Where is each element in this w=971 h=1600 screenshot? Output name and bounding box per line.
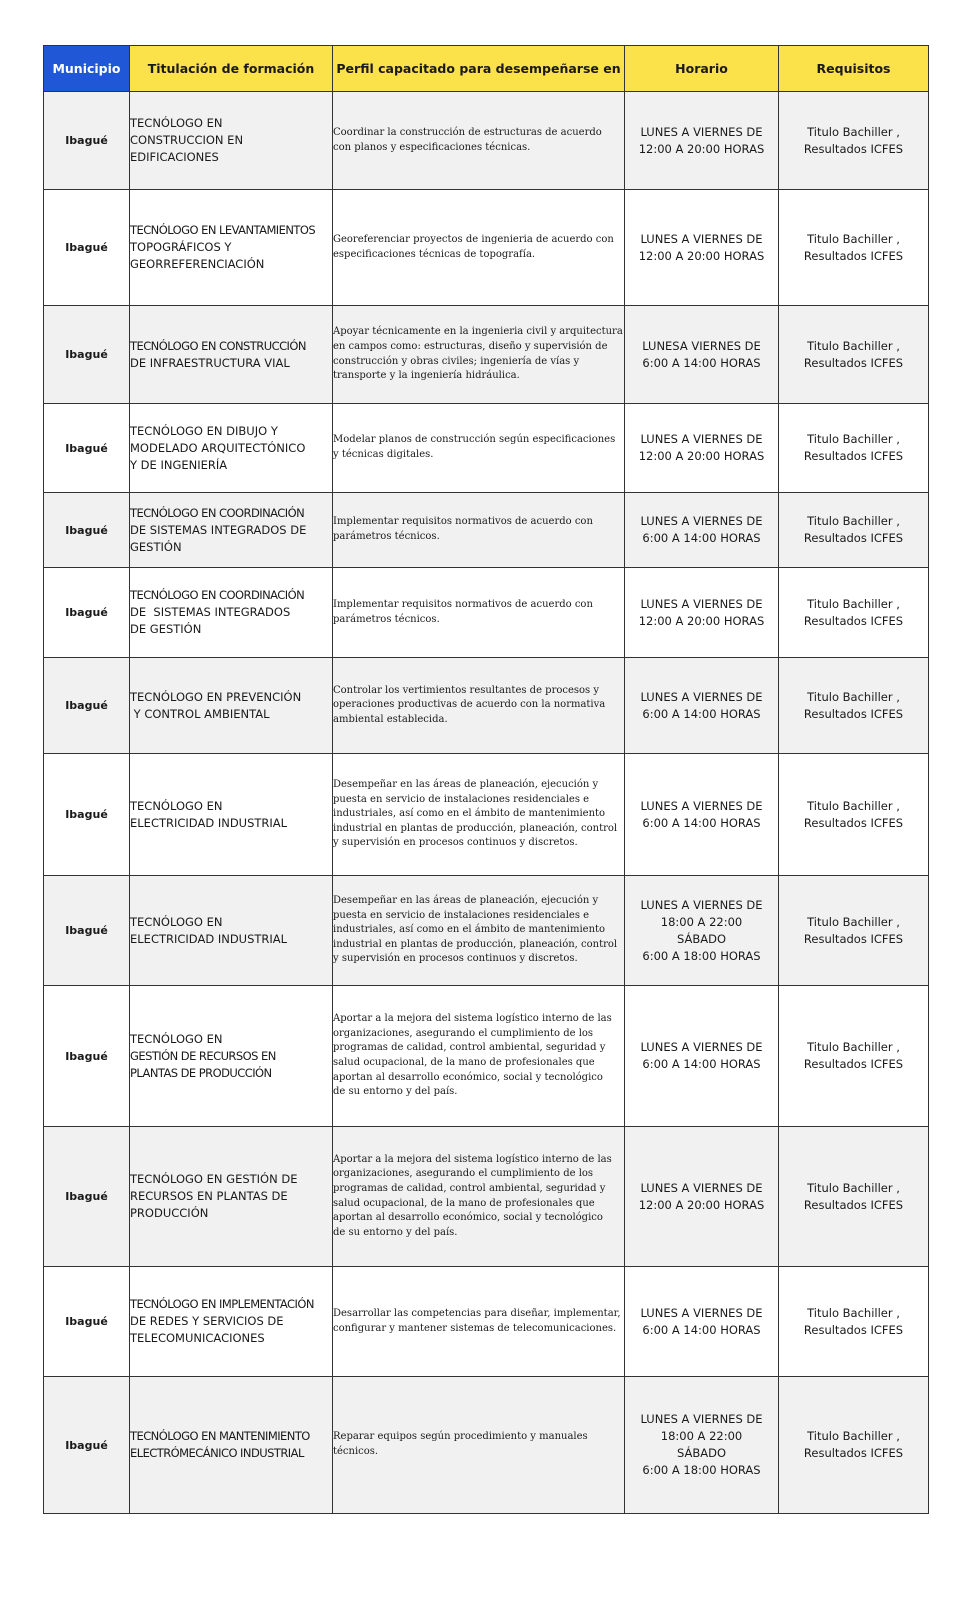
cell-municipio: Ibagué [44,92,130,190]
titulacion-line: TECNÓLOGO EN COORDINACIÓN [130,505,305,520]
table-row [44,754,929,876]
perfil-text: Apoyar técnicamente en la ingenieria civil y arquitectura en campos como: estructuras, diseño y supervisión de construcción y obras civiles; ingeniería de vías y transporte y la ingeniería hidráulica. [333,326,623,382]
cell-municipio: Ibagué [44,568,130,658]
horario-line: 6:00 A 18:00 HORAS [642,948,761,963]
cell-requisitos [779,1377,929,1514]
horario-line: LUNESA VIERNES DE [642,338,761,353]
titulacion-line: CONSTRUCCION EN [130,133,244,147]
titulacion-line: TECNÓLOGO EN CONSTRUCCIÓN [130,338,306,353]
horario-line: LUNES A VIERNES DE [640,231,763,246]
cell-municipio: Ibagué [44,1377,130,1514]
perfil-text: Georeferenciar proyectos de ingenieria de acuerdo con especificaciones técnicas de topografía. [333,233,614,260]
header-horario: Horario [625,46,779,92]
cell-municipio: Ibagué [44,986,130,1127]
cell-requisitos [779,493,929,568]
horario-line: LUNES A VIERNES DE [640,514,763,528]
horario-line: LUNES A VIERNES DE [640,689,763,704]
requisitos-line: Titulo Bachiller , [807,914,900,929]
horario-line: LUNES A VIERNES DE [640,897,763,912]
requisitos-line: Resultados ICFES [803,706,904,721]
titulacion-line: GEORREFERENCIACIÓN [130,257,265,271]
cell-horario [625,493,779,568]
requisitos-line: Titulo Bachiller , [807,1180,900,1195]
cell-horario [625,92,779,190]
cell-horario [625,568,779,658]
horario-line: 6:00 A 14:00 HORAS [642,815,761,830]
cell-titulacion [130,568,333,658]
cell-horario [625,1127,779,1267]
cell-titulacion [130,190,333,306]
perfil-text: Reparar equipos según procedimiento y manuales técnicos. [333,1431,588,1457]
titulacion-line: ELECTRICIDAD INDUSTRIAL [130,931,288,946]
titulacion-line: Y CONTROL AMBIENTAL [130,706,270,721]
cell-requisitos [779,754,929,876]
requisitos-line: Titulo Bachiller , [807,338,900,353]
requisitos-line: Titulo Bachiller , [807,1305,900,1320]
cell-horario [625,306,779,404]
cell-horario [625,754,779,876]
cell-municipio: Ibagué [44,493,130,568]
cell-perfil [333,658,625,754]
programs-table [43,45,929,1514]
perfil-text: Aportar a la mejora del sistema logístico interno de las organizaciones, asegurando el cumplimiento de los programas de calidad, control ambiental, seguridad y salud ocupacional, de la mano de profesionales que aportan al desarrollo económico, social y tecnológico de su entorno y del país. [333,1013,612,1098]
titulacion-line: TECNÓLOGO EN [130,914,223,929]
titulacion-line: TECNÓLOGO EN GESTIÓN DE [130,1172,298,1186]
titulacion-line: DE INFRAESTRUCTURA VIAL [130,355,290,370]
cell-requisitos [779,190,929,306]
horario-line: 12:00 A 20:00 HORAS [638,248,765,263]
horario-line: 6:00 A 14:00 HORAS [642,1322,761,1337]
perfil-text: Implementar requisitos normativos de acuerdo con parámetros técnicos. [333,598,593,625]
cell-titulacion [130,404,333,493]
table-row [44,1377,929,1514]
titulacion-line: TECNÓLOGO EN LEVANTAMIENTOS [130,223,316,237]
table-row [44,190,929,306]
table-row [44,493,929,568]
horario-line: 12:00 A 20:00 HORAS [638,141,765,156]
titulacion-line: EDIFICACIONES [130,150,219,164]
cell-titulacion [130,1127,333,1267]
requisitos-line: Resultados ICFES [803,1446,904,1460]
table-row [44,568,929,658]
header-row [44,46,929,92]
requisitos-line: Resultados ICFES [803,931,904,946]
cell-horario [625,658,779,754]
perfil-text: Aportar a la mejora del sistema logístico interno de las organizaciones, asegurando el cumplimiento de los programas de calidad, control ambiental, seguridad y salud ocupacional, de la mano de profesionales que aportan al desarrollo económico, social y tecnológico de su entorno y del país. [333,1153,612,1238]
titulacion-line: TECNÓLOGO EN [130,116,223,130]
cell-titulacion [130,658,333,754]
requisitos-line: Resultados ICFES [803,1322,904,1337]
cell-perfil [333,190,625,306]
perfil-text: Modelar planos de construcción según especificaciones y técnicas digitales. [333,434,616,460]
titulacion-line: DE SISTEMAS INTEGRADOS [130,605,291,619]
requisitos-line: Titulo Bachiller , [807,124,900,139]
horario-line: LUNES A VIERNES DE [640,1040,763,1054]
titulacion-line: TELECOMUNICACIONES [130,1331,265,1345]
cell-perfil [333,1127,625,1267]
cell-municipio: Ibagué [44,876,130,986]
titulacion-line: TECNÓLOGO EN PREVENCIÓN [130,689,302,704]
perfil-text: Desarrollar las competencias para diseñar, implementar, configurar y mantener sistemas de telecomunicaciones. [333,1307,621,1334]
titulacion-line: ELECTRICIDAD INDUSTRIAL [130,815,288,830]
perfil-text: Implementar requisitos normativos de acuerdo con parámetros técnicos. [333,516,593,542]
titulacion-line: TECNÓLOGO EN [130,1031,223,1046]
horario-line: 6:00 A 14:00 HORAS [642,355,761,370]
cell-municipio: Ibagué [44,190,130,306]
cell-titulacion [130,92,333,190]
titulacion-line: DE GESTIÓN [130,622,202,636]
titulacion-line: PLANTAS DE PRODUCCIÓN [130,1065,272,1080]
titulacion-line: TECNÓLOGO EN IMPLEMENTACIÓN [130,1297,314,1311]
cell-municipio: Ibagué [44,306,130,404]
cell-titulacion [130,876,333,986]
table-row [44,306,929,404]
requisitos-line: Titulo Bachiller , [807,798,900,813]
horario-line: SÁBADO [676,931,727,946]
requisitos-line: Titulo Bachiller , [807,514,900,528]
titulacion-line: DE SISTEMAS INTEGRADOS DE [130,522,307,537]
cell-horario [625,876,779,986]
requisitos-line: Titulo Bachiller , [807,1429,900,1443]
horario-line: LUNES A VIERNES DE [640,1305,763,1320]
cell-titulacion [130,493,333,568]
cell-titulacion [130,1377,333,1514]
cell-municipio: Ibagué [44,658,130,754]
cell-requisitos [779,92,929,190]
cell-municipio: Ibagué [44,404,130,493]
cell-requisitos [779,876,929,986]
cell-requisitos [779,404,929,493]
perfil-text: Coordinar la construcción de estructuras de acuerdo con planos y especificaciones técnicas. [333,126,602,153]
table-row [44,404,929,493]
cell-titulacion [130,754,333,876]
cell-perfil [333,92,625,190]
horario-line: 12:00 A 20:00 HORAS [638,613,765,628]
requisitos-line: Resultados ICFES [803,141,904,156]
titulacion-line: TECNÓLOGO EN MANTENIMIENTO [130,1429,310,1443]
titulacion-line: TECNÓLOGO EN DIBUJO Y [130,423,278,438]
requisitos-line: Resultados ICFES [803,449,904,463]
horario-line: 12:00 A 20:00 HORAS [638,449,765,463]
cell-titulacion [130,986,333,1127]
cell-perfil [333,986,625,1127]
requisitos-line: Resultados ICFES [803,248,904,263]
cell-requisitos [779,568,929,658]
horario-line: LUNES A VIERNES DE [640,124,763,139]
horario-line: SÁBADO [676,1446,727,1460]
horario-line: LUNES A VIERNES DE [640,1412,763,1426]
cell-titulacion [130,306,333,404]
cell-perfil [333,754,625,876]
titulacion-line: DE REDES Y SERVICIOS DE [130,1314,284,1328]
titulacion-line: GESTIÓN DE RECURSOS EN [130,1048,276,1063]
horario-line: 18:00 A 22:00 [660,914,743,929]
table-row [44,92,929,190]
titulacion-line: TOPOGRÁFICOS Y [130,240,232,254]
requisitos-line: Titulo Bachiller , [807,231,900,246]
header-municipio: Municipio [44,46,130,92]
cell-perfil [333,493,625,568]
cell-municipio: Ibagué [44,1127,130,1267]
cell-municipio: Ibagué [44,1267,130,1377]
header-perfil: Perfil capacitado para desempeñarse en [333,46,625,92]
table-body [44,92,929,1514]
cell-titulacion [130,1267,333,1377]
titulacion-line: Y DE INGENIERÍA [130,457,228,472]
perfil-text: Controlar los vertimientos resultantes de procesos y operaciones productivas de acuerdo con la normativa ambiental establecida. [333,684,606,725]
table-row [44,1127,929,1267]
perfil-text: Desempeñar en las áreas de planeación, ejecución y puesta en servicio de instalaciones residenciales e industriales, así como en el ámbito de mantenimiento industrial en plantas de producción, planeación, control y supervisión en procesos continuos y discretos. [333,779,618,849]
requisitos-line: Resultados ICFES [803,355,904,370]
horario-line: 6:00 A 14:00 HORAS [642,1057,761,1071]
cell-perfil [333,876,625,986]
cell-horario [625,1377,779,1514]
cell-requisitos [779,306,929,404]
titulacion-line: ELECTRÓMECÁNICO INDUSTRIAL [130,1446,304,1460]
header-titulacion: Titulación de formación [130,46,333,92]
cell-horario [625,190,779,306]
cell-perfil [333,568,625,658]
cell-horario [625,1267,779,1377]
horario-line: LUNES A VIERNES DE [640,596,763,611]
cell-horario [625,404,779,493]
horario-line: 6:00 A 18:00 HORAS [642,1463,761,1477]
table-row [44,1267,929,1377]
horario-line: 18:00 A 22:00 [660,1429,743,1443]
horario-line: LUNES A VIERNES DE [640,1180,763,1195]
titulacion-line: PRODUCCIÓN [130,1206,209,1220]
requisitos-line: Titulo Bachiller , [807,596,900,611]
cell-requisitos [779,986,929,1127]
header-requisitos: Requisitos [779,46,929,92]
cell-requisitos [779,658,929,754]
requisitos-line: Resultados ICFES [803,815,904,830]
titulacion-line: TECNÓLOGO EN COORDINACIÓN [130,588,305,602]
table-row [44,876,929,986]
horario-line: 6:00 A 14:00 HORAS [642,706,761,721]
cell-perfil [333,404,625,493]
requisitos-line: Resultados ICFES [803,613,904,628]
cell-horario [625,986,779,1127]
perfil-text: Desempeñar en las áreas de planeación, ejecución y puesta en servicio de instalaciones residenciales e industriales, así como en el ámbito de mantenimiento industrial en plantas de producción, planeación, control y supervisión en procesos continuos y discretos. [333,895,618,965]
requisitos-line: Resultados ICFES [803,1197,904,1212]
requisitos-line: Resultados ICFES [803,531,904,545]
cell-requisitos [779,1127,929,1267]
horario-line: 6:00 A 14:00 HORAS [642,531,761,545]
horario-line: 12:00 A 20:00 HORAS [638,1197,765,1212]
table-row [44,658,929,754]
cell-municipio: Ibagué [44,754,130,876]
cell-perfil [333,306,625,404]
table-row [44,986,929,1127]
horario-line: LUNES A VIERNES DE [640,432,763,446]
titulacion-line: RECURSOS EN PLANTAS DE [130,1189,288,1203]
requisitos-line: Titulo Bachiller , [807,689,900,704]
titulacion-line: MODELADO ARQUITECTÓNICO [130,440,306,455]
horario-line: LUNES A VIERNES DE [640,798,763,813]
requisitos-line: Titulo Bachiller , [807,1040,900,1054]
requisitos-line: Titulo Bachiller , [807,432,900,446]
cell-requisitos [779,1267,929,1377]
titulacion-line: TECNÓLOGO EN [130,798,223,813]
requisitos-line: Resultados ICFES [803,1057,904,1071]
cell-perfil [333,1377,625,1514]
titulacion-line: GESTIÓN [130,539,182,554]
cell-perfil [333,1267,625,1377]
